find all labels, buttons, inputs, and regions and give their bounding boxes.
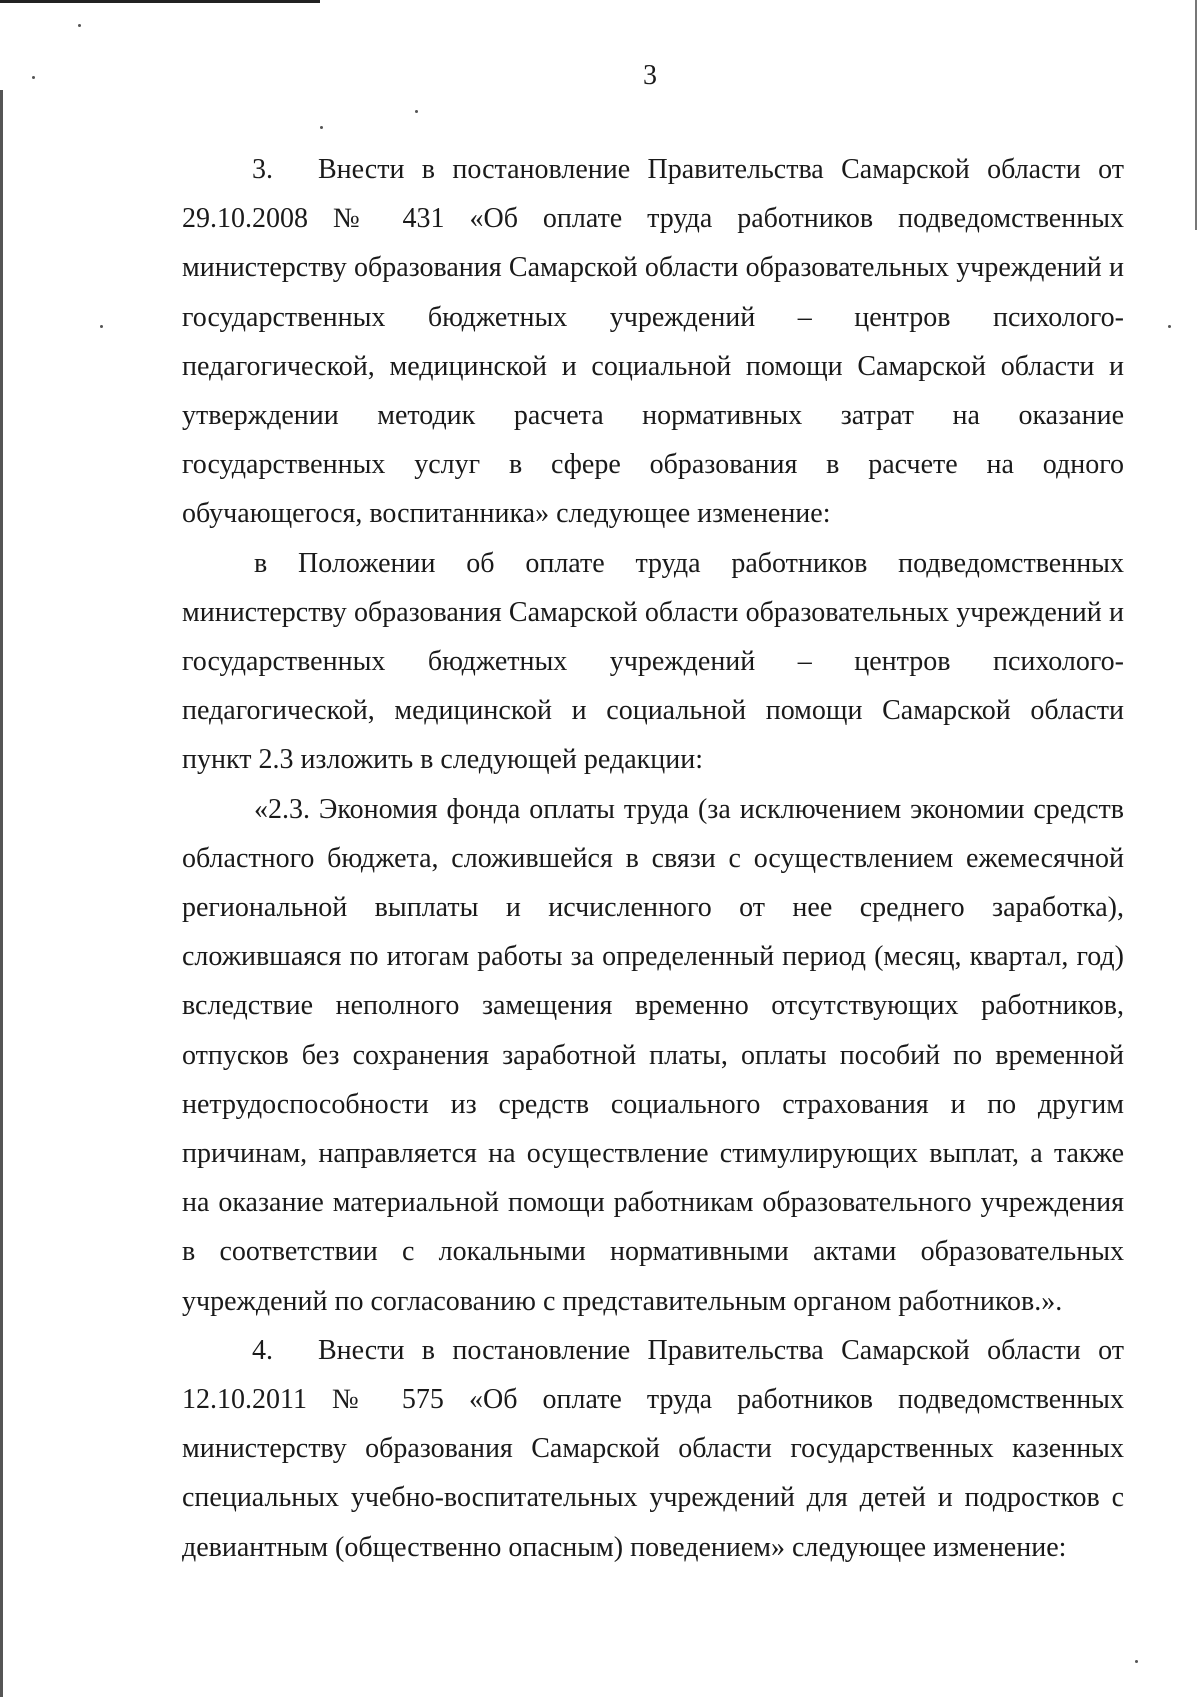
- scan-speck: [100, 325, 103, 328]
- scan-right-edge: [1195, 0, 1197, 230]
- paragraph-clause-2-3: [182, 785, 1124, 1326]
- paragraph-number: 3.: [252, 154, 273, 185]
- paragraph-number: 4.: [252, 1334, 273, 1366]
- paragraph-text: Внести в постановление Правительства Самарской области от 12.10.2011 № 575 «Об оплате труда работников подведомственных министерству образования Самарской области государственных казенных специальных учебно-воспитательных учреждений для детей и подростков с девиантным (общественно опасным) поведением» следующее изменение:: [182, 1334, 1124, 1563]
- document-body: [182, 145, 1124, 1572]
- paragraph-text: Внести в постановление Правительства Самарской области от 29.10.2008 № 431 «Об оплате труда работников подведомственных министерству образования Самарской области образовательных учреждений и государственных бюджетных учреждений – центров психолого-педагогической, медицинской и социальной помощи Самарской области и утверждении методик расчета нормативных затрат на оказание государственных услуг в сфере образования в расчете на одного обучающегося, воспитанника» следующее изменение:: [182, 154, 1124, 530]
- paragraph-text: в Положении об оплате труда работников подведомственных министерству образования Самарской области образовательных учреждений и государственных бюджетных учреждений – центров психолого-педагогической, медицинской и социальной помощи Самарской области пункт 2.3 изложить в следующей редакции:: [182, 547, 1124, 776]
- paragraph-text: «2.3. Экономия фонда оплаты труда (за исключением экономии средств областного бюджета, сложившейся в связи с осуществлением ежемесячной региональной выплаты и исчисленного от нее среднего заработка), сложившаяся по итогам работы за определенный период (месяц, квартал, год) вследствие неполного замещения временно отсутствующих работников, отпусков без сохранения заработной платы, оплаты пособий по временной нетрудоспособности из средств социального страхования и по другим причинам, направляется на осуществление стимулирующих выплат, а также на оказание материальной помощи работникам образовательного учреждения в соответствии с локальными нормативными актами образовательных учреждений по согласованию с представительным органом работников.».: [182, 793, 1124, 1317]
- scan-speck: [320, 126, 323, 129]
- scan-top-rule: [0, 0, 320, 3]
- paragraph-regulation-amendment: [182, 539, 1124, 785]
- paragraph-item-3: [182, 145, 1124, 539]
- page-number: 3: [643, 60, 657, 91]
- paragraph-item-4: [182, 1326, 1124, 1572]
- scan-speck: [1135, 1660, 1138, 1663]
- scan-speck: [1168, 325, 1171, 328]
- scan-left-edge: [0, 90, 3, 1697]
- scan-speck: [415, 110, 418, 113]
- scan-speck: [78, 24, 81, 27]
